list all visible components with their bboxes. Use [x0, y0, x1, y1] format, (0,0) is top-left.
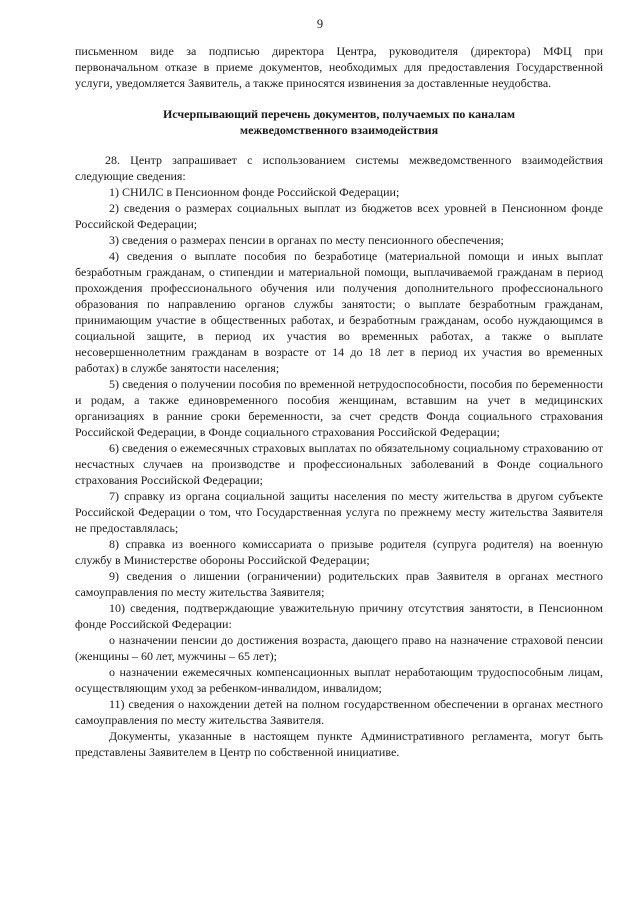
list-item-6: 6) сведения о ежемесячных страховых выплатах по обязательному социальному страхованию от несчастных случаев на производстве и профессиональных заболеваний в Фонде социального страхования Российской Федерации; — [75, 441, 603, 487]
section-heading-line-2: межведомственного взаимодействия — [239, 123, 439, 137]
section-heading — [75, 106, 603, 138]
list-item-2: 2) сведения о размерах социальных выплат из бюджетов всех уровней в Пенсионном фонде Российской Федерации; — [75, 201, 603, 231]
list-item-11: 11) сведения о нахождении детей на полном государственном обеспечении в органах местного самоуправления по месту жительства Заявителя. — [75, 697, 603, 727]
list-item-1: 1) СНИЛС в Пенсионном фонде Российской Федерации; — [109, 185, 400, 199]
page-number: 9 — [316, 17, 324, 31]
sub-item-pension: о назначении пенсии до достижения возраста, дающего право на назначение страховой пенсии (женщины – 60 лет, мужчины – 65 лет); — [75, 633, 603, 663]
paragraph-28: 28. Центр запрашивает с использованием системы межведомственного взаимодействия следующие сведения: — [75, 153, 603, 183]
intro-paragraph: письменном виде за подписью директора Центра, руководителя (директора) МФЦ при первоначальном отказе в приеме документов, необходимых для предоставления Государственной услуги, уведомляется Заявитель, а также приносятся извинения за доставленные неудобства. — [75, 44, 603, 90]
closing-paragraph: Документы, указанные в настоящем пункте Административного регламента, могут быть представлены Заявителем в Центр по собственной инициативе. — [75, 729, 603, 759]
list-item-9: 9) сведения о лишении (ограничении) родительских прав Заявителя в органах местного самоуправления по месту жительства Заявителя; — [75, 569, 603, 599]
sub-item-compensation: о назначении ежемесячных компенсационных выплат неработающим трудоспособным лицам, осуществляющим уход за ребенком-инвалидом, инвалидом; — [75, 665, 603, 695]
list-item-7: 7) справку из органа социальной защиты населения по месту жительства в другом субъекте Российской Федерации о том, что Государственная услуга по прежнему месту жительства Заявителя не предоставлялась; — [75, 489, 603, 535]
list-item-4: 4) сведения о выплате пособия по безработице (материальной помощи и иных выплат безработным гражданам, о стипендии и материальной помощи, выплачиваемой гражданам в период прохождения профессионального обучения или получения дополнительного профессионального образования по направлению органов службы занятости; о выплате безработным гражданам, принимающим участие в общественных работах, и безработным гражданам, особо нуждающимся в социальной защите, в период их участия во временных работах, а также о выплате несовершеннолетним гражданам в возрасте от 14 до 18 лет в период их участия во временных работах) в службе занятости населения; — [75, 249, 603, 375]
section-heading-line-1: Исчерпывающий перечень документов, получаемых по каналам — [162, 107, 516, 121]
list-item-3: 3) сведения о размерах пенсии в органах по месту пенсионного обеспечения; — [109, 233, 504, 247]
document-body — [75, 43, 603, 760]
list-item-10: 10) сведения, подтверждающие уважительную причину отсутствия занятости, в Пенсионном фонде Российской Федерации: — [75, 601, 603, 631]
list-item-5: 5) сведения о получении пособия по временной нетрудоспособности, пособия по беременности и родам, а также единовременного пособия женщинам, вставшим на учет в медицинских организациях в ранние сроки беременности, за счет средств Фонда социального страхования Российской Федерации, в Фонде социального страхования Российской Федерации; — [75, 377, 603, 439]
list-item-8: 8) справка из военного комиссариата о призыве родителя (супруга родителя) на военную службу в Министерстве обороны Российской Федерации; — [75, 537, 603, 567]
